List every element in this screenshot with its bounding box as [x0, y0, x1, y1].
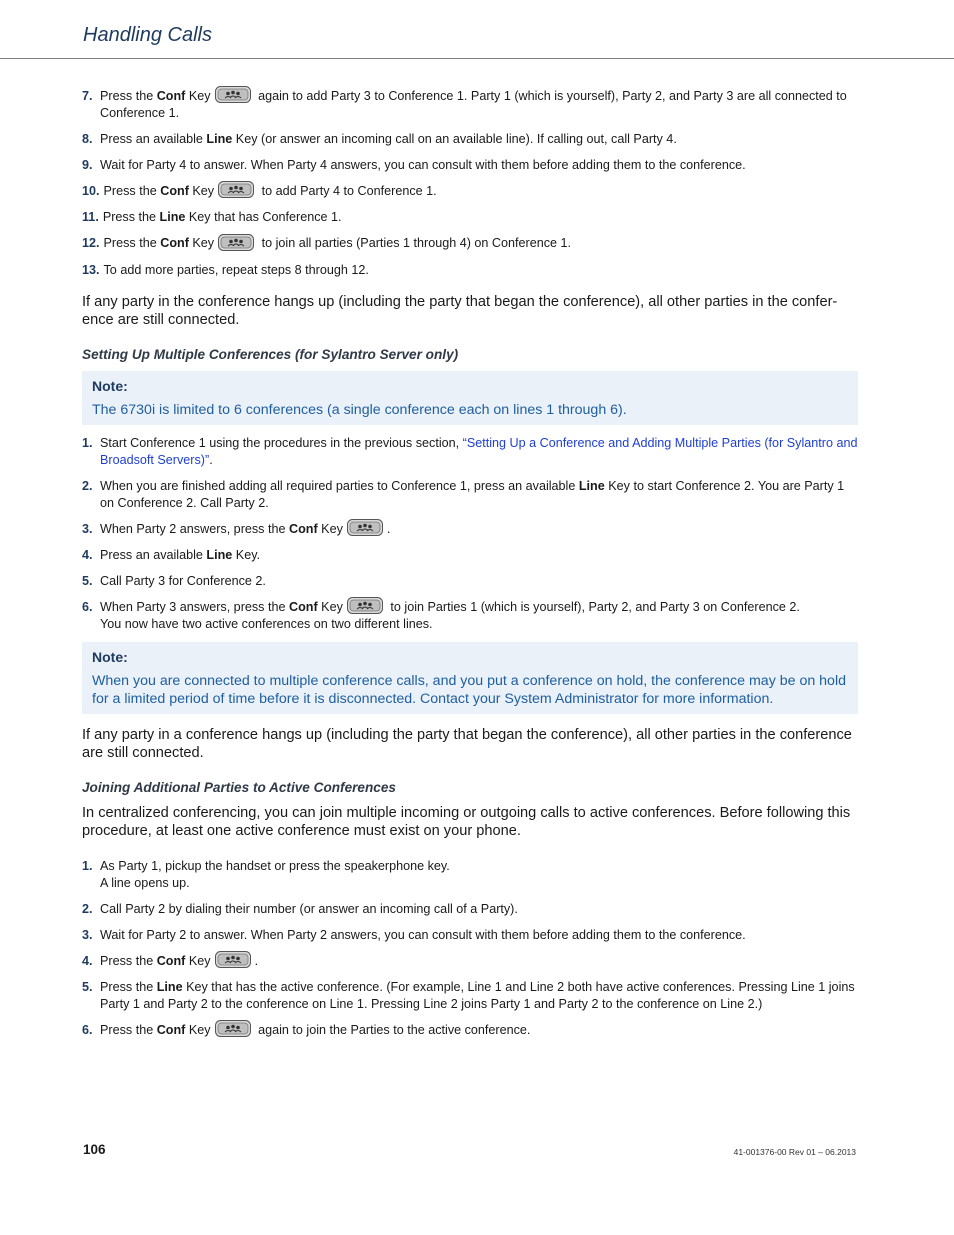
step-number: 2. [82, 901, 93, 916]
note-box-conference-limit [82, 371, 858, 425]
key-name: Conf [289, 599, 318, 614]
step-text [100, 979, 858, 1013]
list-item [82, 478, 858, 512]
list-item [82, 858, 858, 892]
step-text [100, 858, 858, 892]
conf-key-icon [215, 86, 251, 103]
note-box-hold-warning [82, 642, 858, 714]
steps-list-multiple-conferences [82, 435, 858, 633]
step-text [100, 157, 858, 174]
section-heading-joining-parties: Joining Additional Parties to Active Conferences [82, 779, 396, 795]
text-run: Key that has the active conference. (For example, Line 1 and Line 2 both have active conferences. Pressing Line 1 joins Party 1 and Party 2 to the conference on Line 1. Pressing Line 2 joins Party 1 and Party 2 to the conference on Line 2.) [100, 980, 855, 1012]
list-item [82, 521, 858, 538]
text-run: Key (or answer an incoming call on an available line). If calling out, call Party 4. [232, 132, 677, 147]
conf-key-icon [347, 519, 383, 536]
text-run: Key [317, 599, 343, 614]
steps-list-conference [82, 88, 858, 279]
text-run: Wait for Party 4 to answer. When Party 4 answers, you can consult with them before adding them to the conference. [100, 158, 746, 173]
page-header-title: Handling Calls [83, 24, 212, 46]
step-text [100, 927, 858, 944]
text-run: to join Parties 1 (which is yourself), Party 2, and Party 3 on Conference 2. [386, 599, 800, 614]
key-name: Conf [156, 953, 186, 968]
text-run: . [386, 521, 391, 536]
step-text [100, 901, 858, 918]
text-run: . [209, 452, 213, 467]
list-item [82, 435, 858, 469]
text-run: Press the [100, 1023, 157, 1038]
text-run: To add more parties, repeat steps 8 through 12. [103, 262, 369, 277]
list-item [82, 1022, 858, 1039]
text-run: Press the [103, 184, 161, 199]
text-run: Key [317, 521, 343, 536]
text-run: Key that has Conference 1. [185, 210, 342, 225]
list-item [82, 547, 858, 564]
conf-key-icon [218, 234, 254, 251]
list-item [82, 88, 858, 122]
step-number: 6. [82, 599, 93, 614]
text-run: Key to start Conference 2. You are Party 1 on Conference 2. Call Party 2. [100, 478, 845, 510]
step-number: 4. [82, 547, 93, 562]
note-label: Note: [92, 648, 128, 665]
text-run: Key [188, 236, 215, 251]
text-run: Press the [100, 953, 157, 968]
key-name: Line [206, 547, 233, 562]
text-run: Key [188, 184, 215, 199]
section-heading-multiple-conferences: Setting Up Multiple Conferences (for Sylantro Server only) [82, 346, 459, 362]
step-number: 12. [82, 236, 100, 251]
text-run: Press an available [100, 547, 207, 562]
step-text [100, 131, 858, 148]
note-text: When you are connected to multiple conference calls, and you put a conference on hold, the conference may be on hold for a limited period of time before it is disconnected. Contact your System Administrator for more information. [92, 672, 846, 707]
list-item [82, 979, 858, 1013]
key-name: Conf [156, 1023, 186, 1038]
list-item [82, 157, 858, 174]
text-run: Start Conference 1 using the procedures in the previous section, [100, 435, 463, 450]
text-run: When Party 2 answers, press the [100, 521, 289, 536]
steps-list-joining-parties [82, 858, 858, 1039]
key-name: Line [578, 478, 605, 493]
list-item [82, 573, 858, 590]
step-number: 5. [82, 980, 93, 995]
step-text [100, 573, 858, 590]
step-number: 13. [82, 262, 100, 277]
step-number: 9. [82, 158, 93, 173]
paragraph-hangup-note-2: If any party in a conference hangs up (including the party that began the conference), all other parties in the conference are still connected. [82, 726, 852, 761]
text-run: again to join the Parties to the active conference. [254, 1023, 531, 1038]
conf-key-icon [215, 1020, 251, 1037]
text-run: to add Party 4 to Conference 1. [258, 184, 437, 199]
step-number: 5. [82, 573, 93, 588]
text-run: Press the [100, 89, 157, 103]
list-item [82, 183, 858, 200]
key-name: Conf [289, 521, 318, 536]
list-item [82, 235, 858, 252]
key-name: Line [156, 980, 183, 995]
text-run: Key [185, 1023, 211, 1038]
list-item [82, 953, 858, 970]
list-item [82, 131, 858, 148]
list-item [82, 901, 858, 918]
step-text [104, 183, 858, 200]
list-item [82, 599, 858, 633]
text-run: As Party 1, pickup the handset or press the speakerphone key. [100, 858, 450, 873]
step-text [100, 547, 858, 564]
conf-key-icon [347, 597, 383, 614]
step-number: 7. [82, 89, 93, 103]
step-text [104, 262, 858, 279]
step-number: 2. [82, 478, 93, 493]
paragraph-centralized-conferencing: In centralized conferencing, you can join multiple incoming or outgoing calls to active conferences. Before following this procedure, at least one active conference must exist on your phone. [82, 804, 851, 839]
step-text [100, 88, 858, 122]
step-number: 6. [82, 1023, 93, 1038]
document-id: 41-001376-00 Rev 01 – 06.2013 [733, 1147, 856, 1157]
text-run: Key [185, 953, 211, 968]
step-number: 3. [82, 521, 93, 536]
key-name: Line [206, 132, 233, 147]
note-label: Note: [92, 377, 128, 394]
list-item [82, 209, 858, 226]
note-text: The 6730i is limited to 6 conferences (a single conference each on lines 1 through 6). [92, 401, 627, 418]
text-run: to join all parties (Parties 1 through 4) on Conference 1. [258, 236, 572, 251]
text-run: Key. [232, 547, 261, 562]
step-number: 3. [82, 927, 93, 942]
paragraph-hangup-note: If any party in the conference hangs up (including the party that began the conference), all other parties in the confer-ence are still connected. [82, 293, 838, 328]
step-number: 11. [82, 210, 99, 225]
cross-reference-link[interactable]: “Setting Up a Conference and Adding Multiple Parties (for Sylantro and Broadsoft Servers)” [100, 435, 858, 467]
step-number: 4. [82, 953, 93, 968]
step-text [100, 435, 858, 469]
text-run: A line opens up. [100, 875, 190, 890]
list-item [82, 927, 858, 944]
text-run: again to add Party 3 to Conference 1. Party 1 (which is yourself), Party 2, and Party 3 are all connected to Conference 1. [100, 89, 847, 121]
step-text [103, 209, 858, 226]
text-run: You now have two active conferences on two different lines. [100, 616, 433, 631]
text-run: Call Party 3 for Conference 2. [100, 573, 266, 588]
step-number: 1. [82, 858, 93, 873]
step-text [100, 521, 858, 538]
step-number: 8. [82, 132, 93, 147]
step-text [100, 1022, 858, 1039]
step-text [100, 599, 858, 633]
text-run: Wait for Party 2 to answer. When Party 2 answers, you can consult with them before adding them to the conference. [100, 927, 746, 942]
step-number: 1. [82, 435, 93, 450]
conf-key-icon [215, 951, 251, 968]
key-name: Conf [156, 89, 186, 103]
page-content [82, 88, 858, 1048]
text-run: When you are finished adding all required parties to Conference 1, press an available [100, 478, 579, 493]
key-name: Conf [160, 236, 189, 251]
page-number: 106 [83, 1142, 106, 1157]
text-run: Press the [100, 980, 157, 995]
step-text [100, 478, 858, 512]
step-number: 10. [82, 184, 100, 199]
step-text [100, 953, 858, 970]
text-run: Press an available [100, 132, 207, 147]
text-run: When Party 3 answers, press the [100, 599, 289, 614]
step-text [104, 235, 858, 252]
text-run: Press the [103, 236, 161, 251]
key-name: Line [159, 210, 186, 225]
header-divider [0, 58, 954, 59]
text-run: Press the [102, 210, 160, 225]
text-run: Key [185, 89, 211, 103]
text-run: Call Party 2 by dialing their number (or answer an incoming call of a Party). [100, 901, 518, 916]
key-name: Conf [160, 184, 189, 199]
conf-key-icon [218, 181, 254, 198]
list-item [82, 262, 858, 279]
text-run: . [254, 953, 259, 968]
